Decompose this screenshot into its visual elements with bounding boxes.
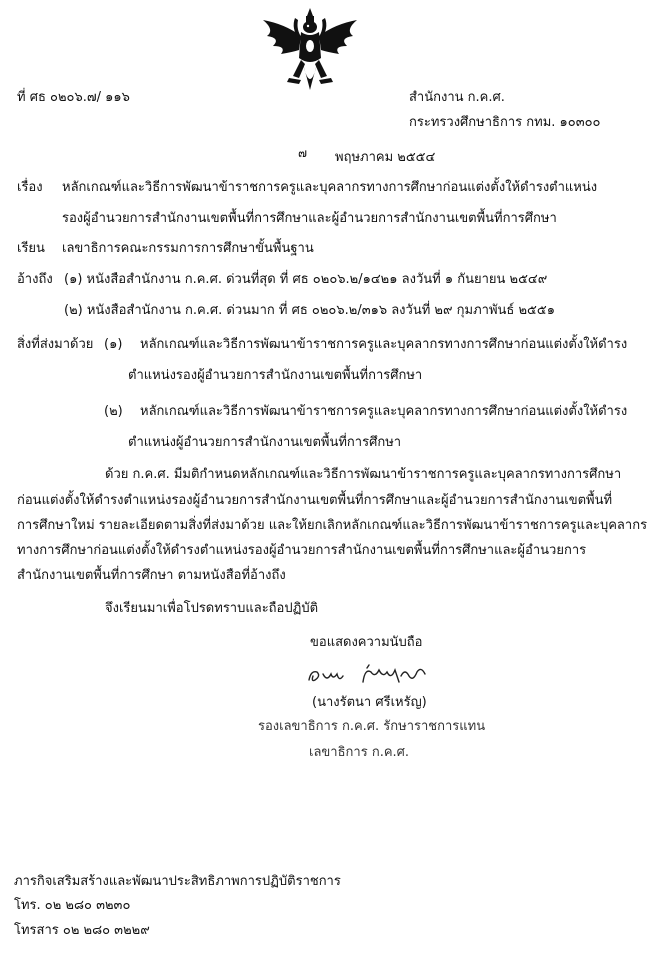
reference-item-2: (๒) หนังสือสำนักงาน ก.ค.ศ. ด่วนมาก ที่ ศธ ๐๒๐๖.๒/๓๑๖ ลงวันที่ ๒๙ กุมภาพันธ์ ๒๕๕๑ [64,303,555,318]
enclosure-1-number: (๑) [104,337,123,352]
reference-label: อ้างถึง [17,272,53,287]
closing-sentence: จึงเรียนมาเพื่อโปรดทราบและถือปฏิบัติ [105,601,319,616]
sender-ministry: กระทรวงศึกษาธิการ กทม. ๑๐๓๐๐ [409,115,601,130]
subject-line-2: รองผู้อำนวยการสำนักงานเขตพื้นที่การศึกษาและผู้อำนวยการสำนักงานเขตพื้นที่การศึกษา [62,211,557,226]
body-line-5: สำนักงานเขตพื้นที่การศึกษา ตามหนังสือที่อ้างถึง [17,568,286,583]
body-line-1: ด้วย ก.ค.ศ. มีมติกำหนดหลักเกณฑ์และวิธีการพัฒนาข้าราชการครูและบุคลากรทางการศึกษา [105,467,622,482]
body-line-3: การศึกษาใหม่ รายละเอียดตามสิ่งที่ส่งมาด้วย และให้ยกเลิกหลักเกณฑ์และวิธีการพัฒนาข้าราชการครูและบุคลากร [17,518,648,533]
enclosure-2-number: (๒) [104,404,123,419]
footer-fax: โทรสาร ๐๒ ๒๘๐ ๓๒๒๙ [14,923,150,938]
footer-department: ภารกิจเสริมสร้างและพัฒนาประสิทธิภาพการปฏิบัติราชการ [14,874,341,889]
date-month-year: พฤษภาคม ๒๕๕๔ [335,150,436,165]
garuda-emblem-icon [255,6,365,96]
recipient-text: เลขาธิการคณะกรรมการการศึกษาขั้นพื้นฐาน [62,241,314,256]
handwritten-signature [305,662,435,690]
body-line-2: ก่อนแต่งตั้งให้ดำรงตำแหน่งรองผู้อำนวยการสำนักงานเขตพื้นที่การศึกษาและผู้อำนวยการสำนักงานเขตพื้นที่ [17,493,613,508]
footer-phone: โทร. ๐๒ ๒๘๐ ๓๒๓๐ [14,898,131,913]
signatory-position-2: เลขาธิการ ก.ค.ศ. [309,745,410,760]
recipient-label: เรียน [17,241,45,256]
enclosure-2-line-1: หลักเกณฑ์และวิธีการพัฒนาข้าราชการครูและบุคลากรทางการศึกษาก่อนแต่งตั้งให้ดำรง [140,404,628,419]
enclosure-2-line-2: ตำแหน่งผู้อำนวยการสำนักงานเขตพื้นที่การศึกษา [128,435,402,450]
subject-line-1: หลักเกณฑ์และวิธีการพัฒนาข้าราชการครูและบุคลากรทางการศึกษาก่อนแต่งตั้งให้ดำรงตำแหน่ง [62,180,598,195]
body-line-4: ทางการศึกษาก่อนแต่งตั้งให้ดำรงตำแหน่งรองผู้อำนวยการสำนักงานเขตพื้นที่การศึกษาและผู้อำนวยการ [17,543,587,558]
reference-item-1: (๑) หนังสือสำนักงาน ก.ค.ศ. ด่วนที่สุด ที่ ศธ ๐๒๐๖.๒/๑๔๒๑ ลงวันที่ ๑ กันยายน ๒๕๔๙ [64,272,548,287]
subject-label: เรื่อง [17,180,43,195]
document-number: ที่ ศธ ๐๒๐๖.๗/ ๑๑๖ [17,90,130,105]
enclosure-1-line-1: หลักเกณฑ์และวิธีการพัฒนาข้าราชการครูและบุคลากรทางการศึกษาก่อนแต่งตั้งให้ดำรง [140,337,628,352]
enclosure-1-line-2: ตำแหน่งรองผู้อำนวยการสำนักงานเขตพื้นที่การศึกษา [128,368,423,383]
enclosure-label: สิ่งที่ส่งมาด้วย [17,337,94,352]
signatory-position-1: รองเลขาธิการ ก.ค.ศ. รักษาราชการแทน [258,719,486,734]
signatory-name: (นางรัตนา ศรีเหรัญ) [312,695,427,710]
sender-office: สำนักงาน ก.ค.ศ. [409,90,505,105]
date-day: ๗ [298,146,308,160]
salutation: ขอแสดงความนับถือ [310,635,423,650]
